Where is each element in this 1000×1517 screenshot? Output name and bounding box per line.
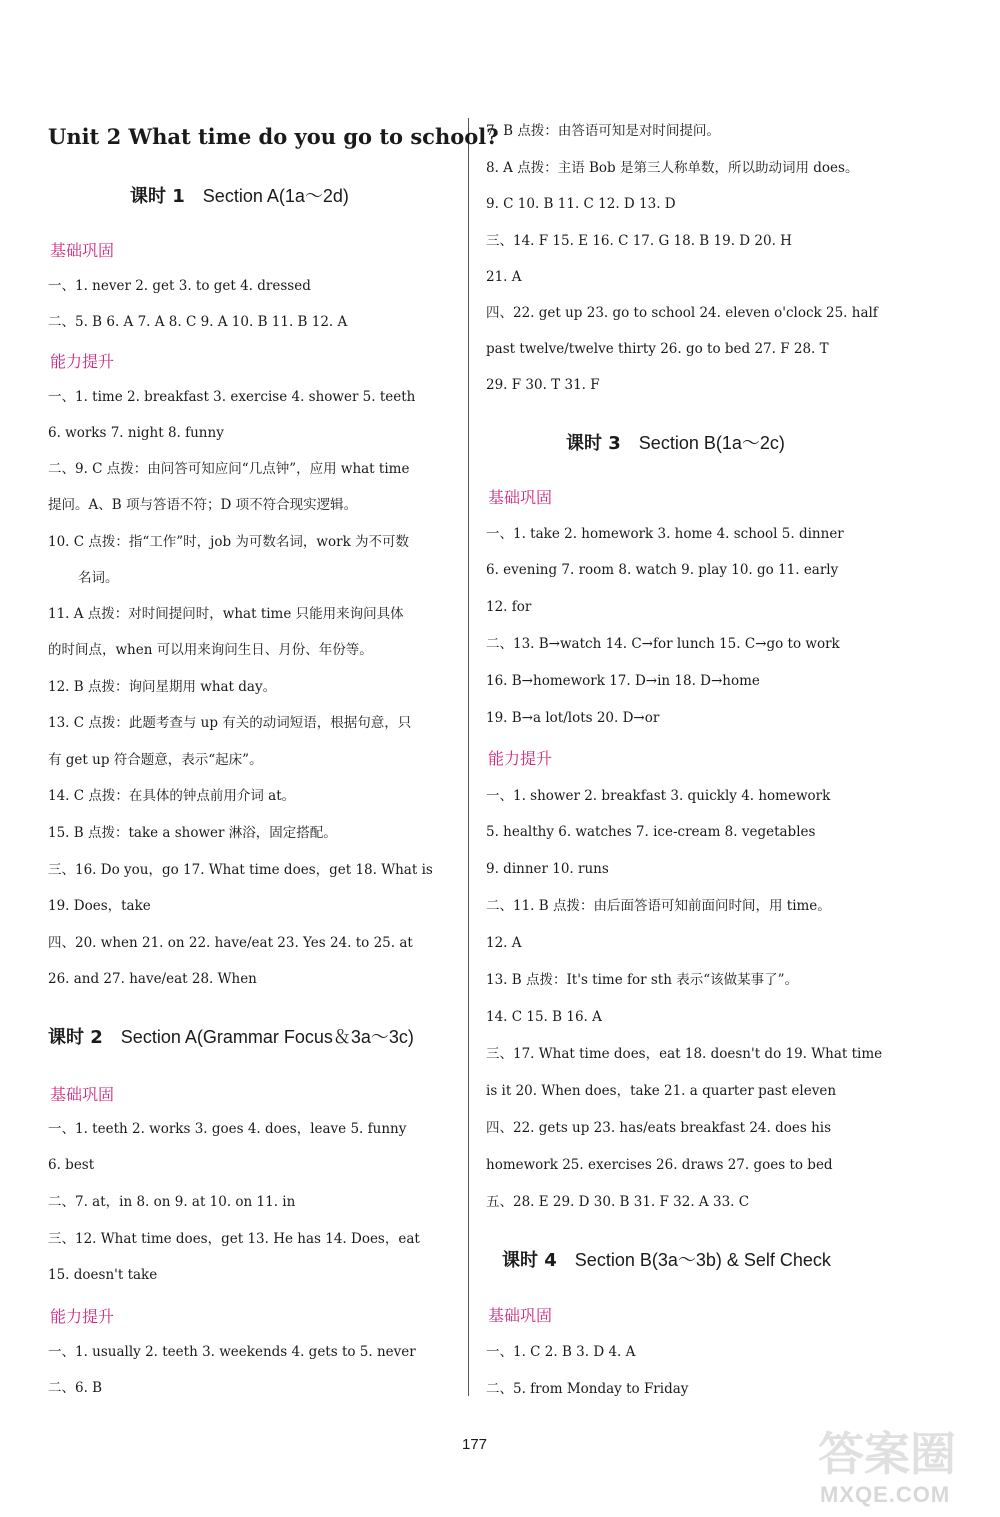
answer-line: 一、1. shower 2. breakfast 3. quickly 4. homework: [486, 788, 831, 804]
lesson-label: 课时 2: [48, 1027, 103, 1048]
answer-line: homework 25. exercises 26. draws 27. goes to bed: [486, 1157, 833, 1173]
lesson-label: 课时 4: [502, 1250, 557, 1271]
answer-line: 有 get up 符合题意，表示“起床”。: [48, 752, 263, 768]
answer-line: 的时间点，when 可以用来询问生日、月份、年份等。: [48, 642, 373, 658]
answer-line: 13. B 点拨：It's time for sth 表示“该做某事了”。: [486, 972, 798, 988]
subheading-basic: 基础巩固: [488, 1306, 553, 1325]
answer-line: 名词。: [78, 570, 119, 586]
lesson-2-heading: [48, 1023, 414, 1049]
lesson-section: Section B(3a～3b) & Self Check: [574, 1250, 831, 1270]
answer-line: 6. evening 7. room 8. watch 9. play 10. go 11. early: [486, 562, 839, 578]
answer-line: 二、5. B 6. A 7. A 8. C 9. A 10. B 11. B 12. A: [48, 314, 348, 330]
answer-line: 9. C 10. B 11. C 12. D 13. D: [486, 196, 676, 212]
lesson-label: 课时 3: [566, 433, 621, 454]
lesson-label: 课时 1: [130, 186, 185, 207]
column-divider: [468, 118, 469, 1396]
answer-line: 四、22. gets up 23. has/eats breakfast 24. does his: [486, 1120, 832, 1136]
answer-line: 一、1. time 2. breakfast 3. exercise 4. shower 5. teeth: [48, 389, 416, 405]
answer-line: 一、1. take 2. homework 3. home 4. school 5. dinner: [486, 526, 844, 542]
answer-line: 一、1. usually 2. teeth 3. weekends 4. gets to 5. never: [48, 1344, 416, 1360]
answer-line: 五、28. E 29. D 30. B 31. F 32. A 33. C: [486, 1194, 750, 1210]
subheading-advanced: 能力提升: [488, 749, 553, 768]
answer-line: 二、11. B 点拨：由后面答语可知前面问时间，用 time。: [486, 898, 831, 914]
subheading-basic: 基础巩固: [488, 488, 553, 507]
answer-line: 9. dinner 10. runs: [486, 861, 609, 877]
answer-line: 19. Does，take: [48, 898, 151, 914]
answer-line: 14. C 点拨：在具体的钟点前用介词 at。: [48, 788, 296, 804]
answer-line: 三、14. F 15. E 16. C 17. G 18. B 19. D 20. H: [486, 233, 792, 249]
answer-line: 21. A: [486, 269, 522, 285]
answer-line: 12. for: [486, 599, 532, 615]
subheading-basic: 基础巩固: [50, 1085, 115, 1104]
answer-line: 三、16. Do you，go 17. What time does，get 18. What is: [48, 862, 433, 878]
answer-line: is it 20. When does，take 21. a quarter past eleven: [486, 1083, 837, 1099]
answer-line: 四、20. when 21. on 22. have/eat 23. Yes 24. to 25. at: [48, 935, 413, 951]
answer-line: 12. A: [486, 935, 522, 951]
answer-line: 一、1. C 2. B 3. D 4. A: [486, 1344, 636, 1360]
lesson-section: Section B(1a～2c): [638, 433, 785, 453]
answer-line: 12. B 点拨：询问星期用 what day。: [48, 679, 277, 695]
answer-line: 7. B 点拨：由答语可知是对时间提问。: [486, 123, 720, 139]
answer-line: 二、9. C 点拨：由问答可知应问“几点钟”，应用 what time: [48, 461, 410, 477]
answer-line: 13. C 点拨：此题考查与 up 有关的动词短语，根据句意，只: [48, 715, 412, 731]
answer-line: 19. B→a lot/lots 20. D→or: [486, 710, 660, 726]
subheading-advanced: 能力提升: [50, 352, 115, 371]
answer-line: 15. doesn't take: [48, 1267, 158, 1283]
answer-line: 16. B→homework 17. D→in 18. D→home: [486, 673, 760, 689]
answer-line: 15. B 点拨：take a shower 淋浴，固定搭配。: [48, 825, 337, 841]
answer-line: 三、17. What time does，eat 18. doesn't do 19. What time: [486, 1046, 883, 1062]
lesson-section: Section A(Grammar Focus＆3a～3c): [120, 1027, 414, 1047]
subheading-basic: 基础巩固: [50, 241, 115, 260]
answer-line: 29. F 30. T 31. F: [486, 377, 600, 393]
page-number: 177: [462, 1436, 488, 1453]
answer-line: past twelve/twelve thirty 26. go to bed 27. F 28. T: [486, 341, 829, 357]
answer-line: 26. and 27. have/eat 28. When: [48, 971, 257, 987]
answer-line: 14. C 15. B 16. A: [486, 1009, 602, 1025]
watermark-url: MXQE.COM: [820, 1482, 951, 1507]
watermark-logo: [818, 1418, 990, 1510]
answer-line: 一、1. teeth 2. works 3. goes 4. does，leave 5. funny: [48, 1121, 407, 1137]
unit-title: Unit 2 What time do you go to school?: [48, 124, 499, 149]
watermark-chars: 答案圈: [818, 1427, 956, 1481]
answer-line: 一、1. never 2. get 3. to get 4. dressed: [48, 278, 311, 294]
answer-line: 二、13. B→watch 14. C→for lunch 15. C→go to work: [486, 636, 840, 652]
answer-line: 6. works 7. night 8. funny: [48, 425, 224, 441]
lesson-4-heading: [502, 1246, 831, 1272]
answer-line: 8. A 点拨：主语 Bob 是第三人称单数，所以助动词用 does。: [486, 160, 859, 176]
answer-line: 三、12. What time does，get 13. He has 14. Does，eat: [48, 1231, 420, 1247]
answer-line: 5. healthy 6. watches 7. ice-cream 8. vegetables: [486, 824, 816, 840]
subheading-advanced: 能力提升: [50, 1307, 115, 1326]
lesson-1-heading: [130, 182, 349, 208]
answer-line: 二、5. from Monday to Friday: [486, 1381, 689, 1397]
lesson-section: Section A(1a～2d): [202, 186, 349, 206]
answer-line: 二、6. B: [48, 1380, 103, 1396]
answer-line: 11. A 点拨：对时间提问时，what time 只能用来询问具体: [48, 606, 404, 622]
answer-line: 10. C 点拨：指“工作”时，job 为可数名词，work 为不可数: [48, 534, 410, 550]
answer-line: 6. best: [48, 1157, 95, 1173]
lesson-3-heading: [566, 429, 785, 455]
answer-line: 提问。A、B 项与答语不符；D 项不符合现实逻辑。: [48, 497, 358, 513]
answer-line: 二、7. at，in 8. on 9. at 10. on 11. in: [48, 1194, 296, 1210]
answer-line: 四、22. get up 23. go to school 24. eleven o'clock 25. half: [486, 305, 878, 321]
